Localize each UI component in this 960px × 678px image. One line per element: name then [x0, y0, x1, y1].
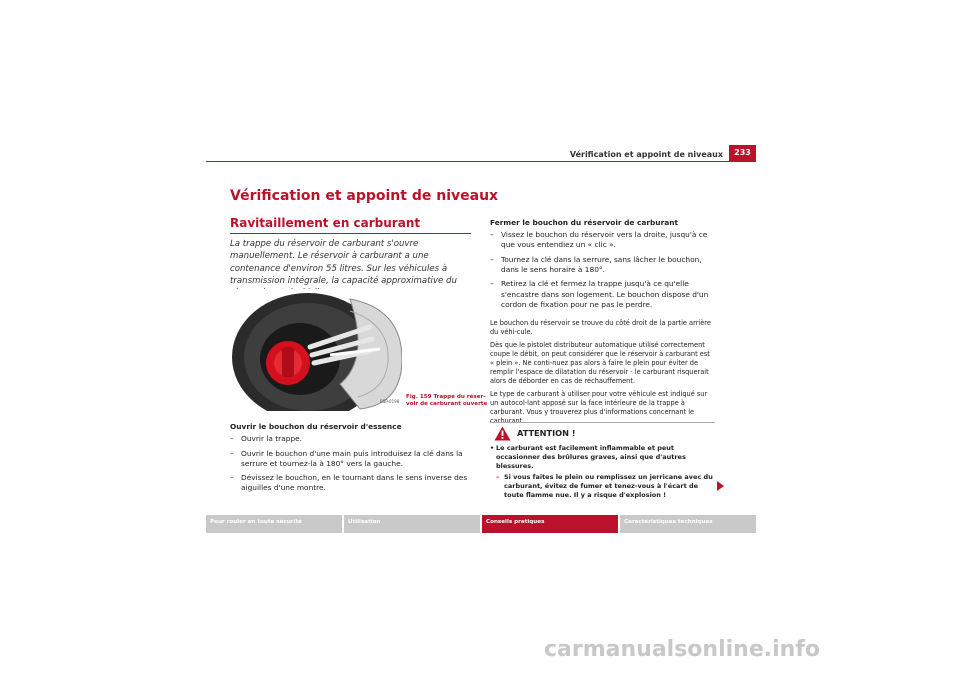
figure-caption: Fig. 159 Trappe du réser- voir de carburant ouverte	[406, 394, 488, 407]
tab-usage[interactable]: Utilisation	[344, 515, 480, 533]
warning-box	[490, 422, 715, 499]
list-item: – Tournez la clé dans la serrure, sans lâcher le bouchon, dans le sens horaire à 180°.	[490, 254, 702, 274]
list-item: – Ouvrir le bouchon d'une main puis introduisez la clé dans la serrure et tournez-la à 180° vers la gauche.	[230, 448, 463, 468]
fuel-door-figure	[230, 289, 402, 411]
open-cap-heading: Ouvrir le bouchon du réservoir d'essence	[230, 422, 402, 431]
warning-rule	[490, 422, 715, 423]
tab-technical-specs[interactable]: Caractéristiques techniques	[620, 515, 756, 533]
warning-bullet: • Le carburant est facilement inflammable et peut occasionner des brûlures graves, ainsi que d'autres blessures.	[490, 444, 686, 470]
section-title: Ravitaillement en carburant	[230, 216, 421, 230]
section-lead: La trappe du réservoir de carburant s'ouvre manuellement. Le réservoir à carburant a une contenance d'environ 55 litres. Sur les véhicules à transmission intégrale, la capacité approximative du	[230, 239, 457, 286]
fuel-door-illustration	[230, 289, 402, 411]
note-paragraph: Dès que le pistolet distributeur automatique utilisé correctement coupe le débit, on peut considérer que le réservoir à carburant est « plein ». Ne conti-nuez pas alors à faire le plein pour éviter de remplir l'espace de dilatation du réservoir - le carburant risquerait alors de déborder en cas de réchauffement.	[490, 340, 710, 386]
figure-code: B5P-0198	[380, 399, 400, 404]
section-rule	[230, 233, 471, 234]
note-paragraph: Le type de carburant à utiliser pour votre véhicule est indiqué sur un autocol-lant apposé sur la face intérieure de la trappe à carburant. Vous y trouverez plus d'informations concernant le	[490, 389, 708, 417]
warning-subitem: – Si vous faites le plein ou remplissez un jerricane avec du carburant, évitez de fumer et tenez-vous à l'écart de toute flamme nue. Il y a risque d'explosion !	[496, 473, 713, 499]
list-item: – Dévissez le bouchon, en le tournant dans le sens inverse des aiguilles d'une montre.	[230, 473, 468, 493]
page-title: Vérification et appoint de niveaux	[230, 188, 499, 204]
warning-title: ATTENTION !	[517, 428, 576, 438]
watermark: carmanualsonline.info	[544, 637, 820, 662]
page-number: 233	[729, 145, 756, 161]
header-title: Vérification et appoint de niveaux	[569, 150, 723, 159]
note-paragraph: Le bouchon du réservoir se trouve du côté droit de la partie arrière du véhi-cule.	[490, 319, 711, 337]
list-item: – Vissez le bouchon du réservoir vers la droite, jusqu'à ce que vous entendiez un « clic ».	[490, 230, 708, 250]
continue-arrow-icon	[717, 481, 724, 491]
close-cap-heading: Fermer le bouchon du réservoir de carburant	[490, 218, 678, 227]
tab-practical-advice[interactable]: Conseils pratiques	[482, 515, 618, 533]
header-rule	[206, 161, 756, 162]
warning-header	[490, 426, 715, 441]
footer-nav	[206, 515, 756, 533]
warning-triangle-icon	[494, 426, 511, 441]
close-cap-section	[490, 218, 715, 430]
tab-safety[interactable]: Pour rouler en toute sécurité	[206, 515, 342, 533]
list-item: – Retirez la clé et fermez la trappe jusqu'à ce qu'elle s'encastre dans son logement. Le bouchon dispose d'un cordon de fixation pour ne pas le perdre.	[490, 279, 709, 309]
list-item: – Ouvrir la trappe.	[230, 434, 303, 444]
open-cap-section	[230, 422, 475, 498]
